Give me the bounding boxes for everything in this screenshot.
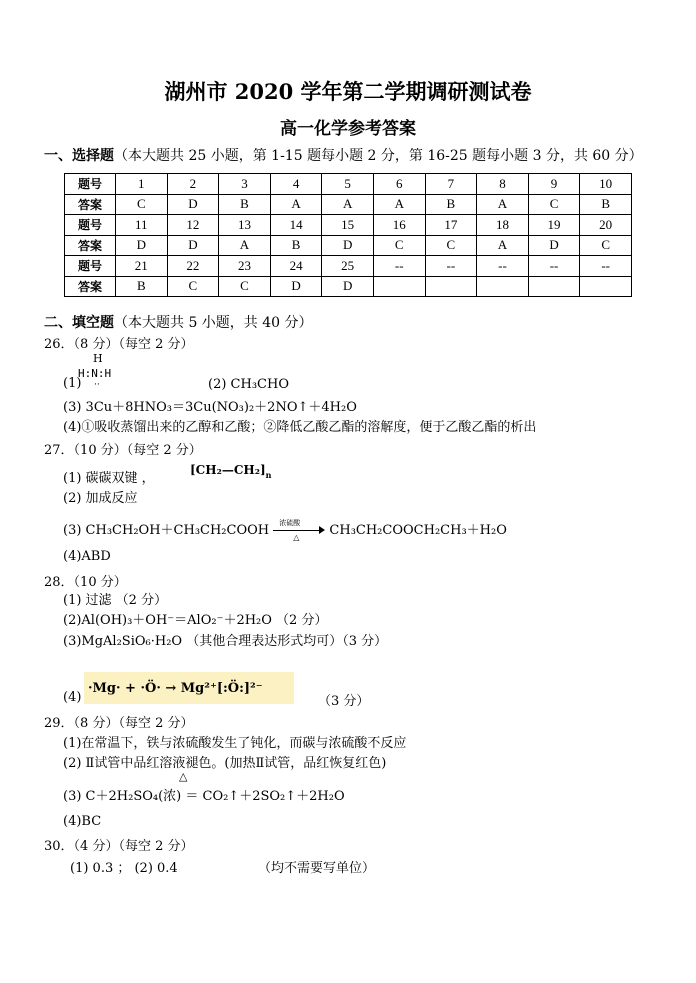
page-title: 湖州市 2020 学年第二学期调研测试卷 — [164, 79, 532, 104]
answer-cell: D — [528, 235, 580, 256]
polyethylene-formula — [190, 463, 271, 480]
question-number-cell: 3 — [219, 174, 271, 195]
question-number-cell: 9 — [528, 174, 580, 195]
answer-cell: A — [322, 194, 374, 215]
question-number-cell: 16 — [373, 215, 425, 236]
q29-part2: (2) Ⅱ试管中品红溶液褪色。(加热Ⅱ试管，品红恢复红色) — [63, 756, 387, 771]
question-number-cell: 19 — [528, 215, 580, 236]
answer-cell: B — [425, 194, 477, 215]
q30-heading: 30．（4 分）（每空 2 分） — [44, 839, 194, 854]
question-number-label: 题号 — [65, 174, 116, 195]
q28-part4-score: （3 分） — [318, 694, 370, 709]
question-number-cell: 11 — [116, 215, 168, 236]
q28-part4-label: (4) — [63, 690, 82, 705]
section1-note: （本大题共 25 小题，第 1-15 题每小题 2 分，第 16-25 题每小题 3 分，共 60 分） — [114, 148, 643, 164]
answer-cell: A — [219, 235, 271, 256]
answer-cell: D — [322, 235, 374, 256]
q30-part1: (1) 0.3 ； (2) 0.4 — [70, 861, 178, 876]
question-number-cell: 14 — [270, 215, 322, 236]
q30-note: （均不需要写单位） — [258, 861, 376, 876]
answer-cell: A — [477, 194, 529, 215]
question-number-cell: 15 — [322, 215, 374, 236]
question-number-cell: 17 — [425, 215, 477, 236]
answer-cell: C — [580, 235, 632, 256]
answer-cell — [425, 276, 477, 297]
q26-heading: 26．（8 分）（每空 2 分） — [44, 337, 194, 352]
reaction-heat: △ — [293, 532, 300, 542]
question-number-cell: -- — [580, 256, 632, 277]
answer-cell — [580, 276, 632, 297]
question-number-cell: 24 — [270, 256, 322, 277]
answer-cell: D — [167, 235, 219, 256]
answer-cell: A — [270, 194, 322, 215]
question-number-cell: 10 — [580, 174, 632, 195]
q26-part1-label: (1) — [63, 376, 82, 391]
question-number-cell: 21 — [116, 256, 168, 277]
q28-part1: (1) 过滤 （2 分） — [63, 593, 168, 608]
question-number-cell: 7 — [425, 174, 477, 195]
answer-cell: C — [219, 276, 271, 297]
question-number-cell: 23 — [219, 256, 271, 277]
q29-part4: (4)BC — [63, 814, 102, 829]
question-number-cell: 18 — [477, 215, 529, 236]
question-number-row — [65, 215, 632, 236]
q28-part3: (3)MgAl₂SiO₆·H₂O （其他合理表达形式均可）（3 分） — [63, 634, 388, 649]
answer-cell: A — [373, 194, 425, 215]
answer-label: 答案 — [65, 235, 116, 256]
answer-cell: C — [425, 235, 477, 256]
answer-cell: B — [270, 235, 322, 256]
q27-heading: 27．（10 分）（每空 2 分） — [44, 443, 202, 458]
q27-part3-line — [63, 518, 507, 542]
answer-cell: C — [116, 194, 168, 215]
nh3-electron-formula: H:N:H — [78, 367, 112, 380]
answer-cell: B — [219, 194, 271, 215]
q29-heat-symbol: △ — [179, 770, 188, 783]
q27-part2: (2) 加成反应 — [63, 491, 138, 506]
question-number-cell: -- — [373, 256, 425, 277]
answer-cell — [373, 276, 425, 297]
reaction-arrow — [273, 518, 325, 542]
section1-heading: 一、选择题 — [44, 148, 114, 164]
answer-cell — [477, 276, 529, 297]
section2-heading-line — [44, 312, 313, 332]
question-number-label: 题号 — [65, 256, 116, 277]
question-number-cell: 2 — [167, 174, 219, 195]
question-number-label: 题号 — [65, 215, 116, 236]
question-number-cell: -- — [528, 256, 580, 277]
answer-cell: A — [477, 235, 529, 256]
q27-part4: (4)ABD — [63, 549, 111, 564]
answer-cell: B — [580, 194, 632, 215]
polyethylene-unit: [CH₂—CH₂] — [190, 463, 266, 477]
answer-cell: C — [167, 276, 219, 297]
question-number-row — [65, 256, 632, 277]
q29-heading: 29．（8 分）（每空 2 分） — [44, 716, 194, 731]
mgo-formation-equation: ·Mg· + ·Ö· → Mg²⁺[:Ö:]²⁻ — [88, 681, 263, 696]
question-number-cell: 22 — [167, 256, 219, 277]
answer-cell: D — [270, 276, 322, 297]
q26-part4: (4)①吸收蒸馏出来的乙醇和乙酸；②降低乙酸乙酯的溶解度，便于乙酸乙酯的析出 — [63, 420, 537, 435]
question-number-cell: -- — [477, 256, 529, 277]
q27-part3-reactants: (3) CH₃CH₂OH＋CH₃CH₂COOH — [63, 523, 270, 538]
answer-cell: C — [373, 235, 425, 256]
question-number-cell: 20 — [580, 215, 632, 236]
question-number-cell: 5 — [322, 174, 374, 195]
answer-row — [65, 276, 632, 297]
answer-row — [65, 235, 632, 256]
q29-part3: (3) C＋2H₂SO₄(浓) ＝ CO₂↑＋2SO₂↑＋2H₂O — [63, 789, 345, 804]
question-number-row — [65, 174, 632, 195]
answer-cell: D — [167, 194, 219, 215]
polyethylene-n: n — [265, 470, 272, 480]
answer-cell: C — [528, 194, 580, 215]
answer-label: 答案 — [65, 276, 116, 297]
answer-cell: D — [322, 276, 374, 297]
question-number-cell: 1 — [116, 174, 168, 195]
section1-heading-line — [44, 145, 643, 165]
section2-heading: 二、填空题 — [44, 315, 114, 331]
answer-cell: B — [116, 276, 168, 297]
q26-part3: (3) 3Cu＋8HNO₃＝3Cu(NO₃)₂＋2NO↑＋4H₂O — [63, 400, 357, 415]
q28-heading: 28．（10 分） — [44, 575, 127, 590]
q29-part1: (1)在常温下，铁与浓硫酸发生了钝化，而碳与浓硫酸不反应 — [63, 736, 407, 751]
answer-label: 答案 — [65, 194, 116, 215]
q27-part1: (1) 碳碳双键 ， — [63, 471, 155, 486]
question-number-cell: 6 — [373, 174, 425, 195]
answer-row — [65, 194, 632, 215]
question-number-cell: 4 — [270, 174, 322, 195]
nh3-h-top: H — [93, 352, 103, 365]
answer-cell — [528, 276, 580, 297]
question-number-cell: 12 — [167, 215, 219, 236]
page-subtitle: 高一化学参考答案 — [280, 119, 416, 139]
question-number-cell: 8 — [477, 174, 529, 195]
answer-cell: D — [116, 235, 168, 256]
section2-note: （本大题共 5 小题，共 40 分） — [114, 315, 313, 331]
question-number-cell: 25 — [322, 256, 374, 277]
q28-part2: (2)Al(OH)₃＋OH⁻＝AlO₂⁻＋2H₂O （2 分） — [63, 613, 328, 628]
q27-part3-products: CH₃CH₂COOCH₂CH₃＋H₂O — [329, 523, 507, 538]
question-number-cell: 13 — [219, 215, 271, 236]
q26-part2: (2) CH₃CHO — [208, 377, 289, 392]
reaction-catalyst: 浓硫酸 — [279, 518, 301, 527]
nh3-lone-pair-dots: ·· — [94, 380, 100, 390]
question-number-cell: -- — [425, 256, 477, 277]
answer-table — [64, 173, 632, 297]
